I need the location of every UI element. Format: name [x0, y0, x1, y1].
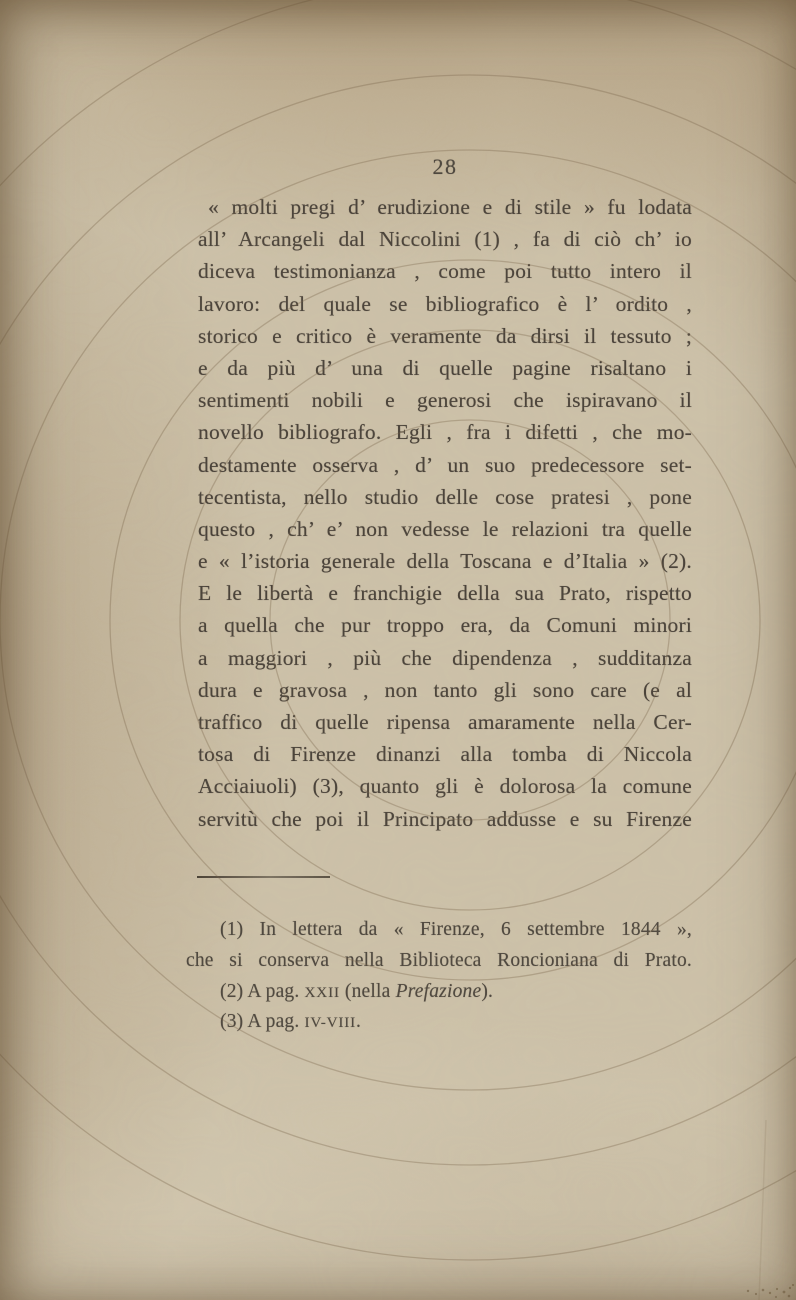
footnote-2-text: ). [481, 980, 494, 1002]
footnote-2-italic-title: Prefazione [395, 980, 482, 1002]
body-text-line: dura e gravosa , non tanto gli sono care (e al [198, 677, 692, 702]
footnote-2-text: (2) A pag. [220, 980, 305, 1002]
body-text-line: servitù che poi il Principato addusse e su Firenze [198, 806, 692, 831]
body-text-line: traffico di quelle ripensa amaramente nella Cer- [198, 710, 692, 734]
body-text-line: a maggiori , più che dipendenza , sudditanza [198, 645, 692, 670]
footnote-1-line-2: che si conserva nella Biblioteca Roncioniana di Prato. [186, 949, 692, 971]
footnote-separator [197, 876, 330, 878]
corner-marks [747, 1284, 794, 1298]
body-text-line: diceva testimonianza , come poi tutto intero il [198, 259, 692, 284]
body-text-line: storico e critico è veramente da dirsi il tessuto ; [198, 323, 692, 348]
body-text-line: sentimenti nobili e generosi che ispiravano il [198, 388, 692, 413]
body-text-line: tecentista, nello studio delle cose pratesi , pone [198, 484, 692, 509]
body-text-line: questo , ch’ e’ non vedesse le relazioni tra quelle [198, 516, 692, 541]
footnote-3-pagenum-smallcaps: IV-VIII [304, 1014, 357, 1032]
footnote-3 [186, 1007, 692, 1038]
footnote-2-pagenum-smallcaps: XXII [304, 983, 340, 1001]
body-text-line: E le libertà e franchigie della sua Prato, rispetto [198, 581, 692, 606]
body-text-line: a quella che pur troppo era, da Comuni minori [198, 613, 692, 638]
paper-crease [759, 1120, 766, 1300]
footnotes [186, 915, 692, 1038]
footnote-1-line-1: (1) In lettera da « Firenze, 6 settembre 1844 », [220, 919, 692, 940]
body-text-line: destamente osserva , d’ un suo predecessore set- [198, 452, 692, 477]
body-text-line: e da più d’ una di quelle pagine risaltano i [198, 355, 692, 380]
body-text-line: all’ Arcangeli dal Niccolini (1) , fa di ciò ch’ io [198, 227, 692, 252]
body-text-line: lavoro: del quale se bibliografico è l’ ordito , [198, 291, 692, 316]
body-text-line: novello bibliografo. Egli , fra i difetti , che mo- [198, 420, 692, 445]
body-paragraph [198, 191, 692, 835]
page-number: 28 [432, 154, 458, 179]
body-text-line: e « l’istoria generale della Toscana e d’Italia » (2). [198, 549, 692, 574]
body-text-line: « molti pregi d’ erudizione e di stile » fu lodata [208, 195, 692, 219]
footnote-2-text: (nella [339, 980, 396, 1002]
footnote-3-text: . [356, 1011, 362, 1033]
body-text-line: tosa di Firenze dinanzi alla tomba di Niccola [198, 742, 692, 767]
footnote-3-text: (3) A pag. [220, 1011, 305, 1033]
footnote-2 [186, 977, 692, 1008]
body-text-line: Acciaiuoli) (3), quanto gli è dolorosa la comune [198, 774, 692, 799]
